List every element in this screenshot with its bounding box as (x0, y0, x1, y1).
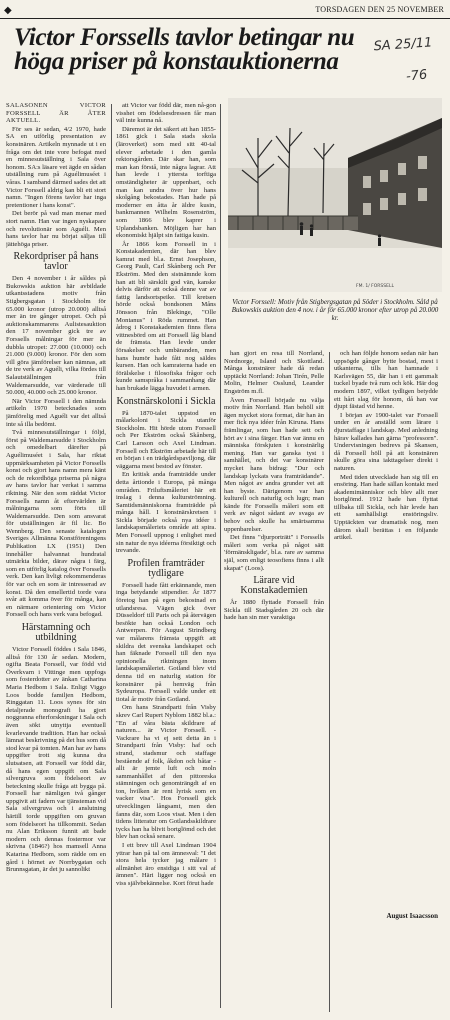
subheading: Konstnärskoloni i Sickla (116, 395, 216, 407)
column-divider (220, 104, 221, 1008)
column-divider (329, 352, 330, 1012)
paragraph: Den 4 november i år såldes på Bukowskis auktion här avbildade utkantsstadens motiv från Stigbergsgatan i Stockholm för 65.000 kronor (utrop 20.000) alltså mer än tre gånger utropet. Och på auktionskammarens Aulistesauktion den 17 november gick tre av Forssells målningar för mer än dubbla utropet: 27.000 (10.000) och 21.000 (9.000) kronor. För den som vill göra jämförelser kan nämnas, att de tre verk av Aguéli, vilka fördes till Salautställningen från Waldemarsudde, var värderade till 50.000, 40.000 och 25.000 kronor. (6, 275, 106, 397)
paragraph: För ses är sedan, 4/2 1970, hade SA en utförlig presentation av konstnären. Artikeln mynnade ut i en fråga om det inte vore befogat med en minnesutställning i Sala över honom. SA:s läsare vet ägde en sådan utställning rum på Aguélimuséet i våras. I samband därmed sades det att Victor Forssell aldrig kan bli ett stort namn. "Ingen förens tavlor har inga pretentioner i hans konst". (6, 125, 106, 209)
article-column-2 (116, 102, 216, 1012)
paragraph: Victor Forssell föddes i Sala 1846, alltså för 130 år sedan. Modern, ogifta Beata Forssell, var född vid Överkvarn i Vittinge men uppfogs som fosterdotter av änkan Catharina Maria Hedbom i Sala. Enligt Viggo Loos bodde familjen Hedbom, Ringgatan 11. Loos synes för sin detaljerade monografi ha gjort noggranna efterforskningar i Sala och även sökt utnyttja eventuell kvarlevande tradition. Han har också lämnat beskrivning på det hus som då stod kvar på tomten. Man har av hans uppgifter trott sig kunna dra slutsatsen, att Forssell var född där, då hans egen uppgift om Sala silvergruva som födelseort av beteckning skulle fråga att bygga på. Forssell har nämligen två gånger uppgivit att fadern var tjänsteman vid Sala silvergruva och i anslutning härtill torde uppgiften om gruvan som födelseort ha tillkommit. Sedan nu Alan Eriksson funnit att bade modern och dennas fostermor var skrivna (1846?) hos mamsell Anna Katarina Hedbom, som rädde om en gård i hörnet av Norrbygatan och Brunnsgatan, är det ju sannolikt (6, 646, 106, 874)
article-column-1 (6, 102, 106, 1012)
paragraph: Däremot är det säkert att han 1855-1861 gick i Sala stads skola (läroverket) som med sitt 40-tal elever arbetade i den gamla rektorsgården. Där skar han, som man kan förstå, inte några lagrar. Att han levde i yttersta torftiga omständigheter är uppenbart, och man kan undra över hur hans skolgång bekostades. Han hade på moderner en åtta år äldre kusin, bankmannen Wilhelm Rosenström, som 1866 blev kaprer i Uplandsbanken. Möjligen har han ekonomiskt hjälpt sin fattiga kusin. (116, 125, 216, 240)
paragraph: och han följde honom sedan när han uppsögde gånger bytte bostad, mest i utkanterna, tills han hamnade i Karlsvägen 55, där han i ett gammalt tuckel byade två rum och kök. Här dog modern 1897, vilket tydligen betydde ett hårt slag för honom, då han var djupt fästad vid henne. (334, 350, 438, 411)
paragraph: Även Forssell började nu välja motiv från Norrland. Han behöll sitt ägen mycket stora format, där han än mer fick nya idéer från Kiruna. Hans främlingar, som han hade sett och hört av i sina färger. Han var ännu en människa förskjuten i konstnärlig mening. Han var ganska tyst i samhället, och det var konstnärer mycket hans bidrag: "Dur och landskap lyckats vara framträdande". Men något av andra grunder vet att han byste. Därigenom var han kulturell och naturlig och lugn; man kände för Forssells måleri som ett verk av något sådant av svaga av behov och skulle ha smärtsamma uppenbarelser. (224, 396, 324, 533)
paragraph: En kritisk anda framträdde under detta årtionde i Europa, på många områden. Friluftsmåleriet här ett inslag i denna kulturströmning. Samtidsmänniskorna framträdde på många håll. I konstnärskretsen i Sickla började också nya idéer i landskapsmåleriets område att spira. Men Forssell uppnog i enlighet med sin natur de nya idéerna försiktigt och trevande. (116, 471, 216, 555)
paragraph: Två minnesutställningar i följd, först på Waldemarsudde i Stockholm och omedelbart därefter på Aguélimuséet i Sala, har riktat uppmärksamheten på Victor Forssells konst och gjort hans namn mera känt och de rekordhöga priserna på några av hans tavlor har verkat i samma riktning. När den som räddat Victor Forssells namn åt eftervärlden är målningarna som förts till Waldemarsudde. Den som ansvarat för utställningen är fil lic. Bo Wennberg. Den senaste katalogen Sveriges Allmänna Konstföreningens Publikation LX (1951) Den innehåller halvannat hundratal utmärkta bilder, därav några i färg, som en utförlig katalog över Forssells verk. Den kan livligt rekommenderas för var och en som är intresserad av konst. Då den emellertid torde vara svår att komma över för många, kan en närmare orientering om Victor Forssell och hans verk vara befogad. (6, 429, 106, 619)
subheading: Härstamning och utbildning (21, 622, 91, 643)
article-column-3 (224, 350, 324, 1016)
photo-caption: Victor Forssell: Motiv från Stigbergsgatan på Söder i Stockholm. Såld på Bukowskis auktion den 4 nov. i år för 65.000 kronor efter utrop på 20.000 kr. (231, 298, 439, 323)
handwritten-note-line1: SA 25/11 (373, 35, 433, 55)
subheading: Lärare vid Konstakademien (240, 575, 308, 597)
page-header (0, 2, 450, 19)
article-author: August Isaacsson (386, 912, 438, 920)
handwritten-note-line2: -76 (405, 67, 428, 85)
header-date: TORSDAGEN DEN 25 NOVEMBER (315, 5, 444, 14)
paragraph: I ett brev till Axel Lindman 1904 yttrar han på tal om ämnesval: "I det stora hela tycker jag målare i allmänhet äro ensidiga i sitt val af ämnen". Häri ligger nog också en viss självbekännelse. Kort förut hade (116, 842, 216, 887)
paragraph: Det berör på vad man menar med stort namn. Han var ingen nyskapare och revolutionär som Aguéli. Men hans tavlor har nu börjat säljas till jättehöga priser. (6, 210, 106, 248)
paragraph: Forssell hade fått erkännande, men inga betydande stipendier. År 1877 företog han på egen bekostnad en utlandsresa. Vägen gick över Düsseldorf till Paris och på återvägen besökte han också London och Antwerpen. För August Strindberg var målarens främsta uppgift att skildra det svenska landskapet och han fäknade Forssell till den nya opinionella riktningen inom landskapsmåleriet. Gotland blev vid denna tid en naturlig station för konstnärer på hemväg från Sydeuropa. Forssell valde under ett tiotal år motiv från Gotland. (116, 581, 216, 703)
paragraph: År 1866 kom Forssell in i Konstakademien, där han blev kamrat med bl.a. Ernst Josephson, Georg Pauli, Carl Skånberg och Per Ekström. Med den sistnämnde kom han att bli särskilt god vän, kanske delvis därför att också denne var av fattig landsortspeike. Till kretsen hörde också bondsonen Måns Jönsson från Blekinge, "Olle Montanus" i Röda rummet. Han ådrog i Konstakademien finns flera vittnesbörd om att Forssell låg bland de främsta. Han levde under försakelser och umbäranden, men hans humör hade fått nog säldes kursen. Han och kamraterna hade en förälskelse i filosofiska frågor och kunde samspråka i sammanhang där han brukade lägga huvudet i armen. (116, 240, 216, 392)
paragraph: På 1870-talet uppstod en målarkoloni i Sickla utanför Stockholm. Hit hörde utom Forssell och Per Ekström också Skånberg, Carl Larsson och Axel Lindman. Forssell och Ekström arbetade här till en början i en trädgårdspaviljong, där väggarna mest bestod av fönster. (116, 409, 216, 470)
subheading: Rekordpriser på hans tavlor (13, 251, 99, 273)
paragraph: han gjort en resa till Norrland, Nordnorge, Island och Skottland. Många konstnärer hade då redan upptäckt Norrland: Johan Tirén, Pelle Molin, Helmer Osslund, Leander Engström m.fl. (224, 350, 324, 395)
paragraph: Med tiden utvecklade han sig till en ensöring. Han hade sällan kontakt med akademimänniskor och blev allt mer bortglömd. 1912 hade han flyttat tillbaka till Sickla, och här levde han ett samhällsligt enstöringsliv. Upptäckten var dramatisk nog, men därom skall berättas i en följande artikel. (334, 473, 438, 542)
subheading: Profilen framträder tydligare (127, 557, 205, 579)
article-photo (228, 98, 442, 292)
paragraph: I början av 1900-talet var Forssell under en år anställd som lärare i djurstaffage i landskap. Med anledning härav kallades han gärna "professorn". Undervisningen bedrevs på Skansen, då Forssell höll på att konstnären skulle göra sina iakttagelser direkt i naturen. (334, 411, 438, 472)
paragraph: Det finns "djurporträtt" i Forssells måleri som verka på något sätt 'förmänskligade', bl.a. rare av samma själ, som enligt teosofiens finns i allt skapat" (Loos). (224, 534, 324, 572)
lead-paragraph: SALASONEN VICTOR FORSSELL ÄR ÅTER AKTUELL. (6, 102, 106, 125)
article-headline: Victor Forssells tavlor betingar nu höga priser på konstauktionerna (14, 24, 355, 75)
photo-credit: FM. 1/ FORSSELL (356, 284, 394, 289)
handwritten-note (372, 30, 444, 94)
paragraph: att Victor var född där, men nå-gon visshet om födelsesdressen får man väl inte kunna nå. (116, 102, 216, 125)
header-marker-icon: ◆ (4, 5, 12, 16)
article-column-4 (334, 350, 438, 910)
paragraph: År 1880 flyttade Forssell från Sickla till Stadsgården 20 och där hade han sin mer varaktiga (224, 599, 324, 622)
column-divider (111, 104, 112, 1008)
paragraph: När Victor Forssell i den nämnda artikeln 1970 betecknades som jämförelig med Aguéli var det alltså inte så illa bedömt. (6, 397, 106, 428)
paragraph: Om hans Strandparti från Visby skrev Carl Rupert Nyblom 1882 bl.a.: "En af våra bästa skildrare af naturen... är Victor Forssell. - Vackrare ha vi ej sett detta än i Strandparti från Visby: haf och strand, stadsmur och staffage bestående af folk, åkdon och båtar - allt är jemte luft och moln sammanhållet af den pittoreska stämningen och genomträngdt af en ton, hvilken är rent lyrisk som en vacker visa". Hos Forssell gick utvecklingen långsamt, men den fanns där, som Loos visat. Men i den tidens litteratur om Gotlandsskildrare tycks han ha blivit bortglömd och det blev han också senare. (116, 704, 216, 841)
